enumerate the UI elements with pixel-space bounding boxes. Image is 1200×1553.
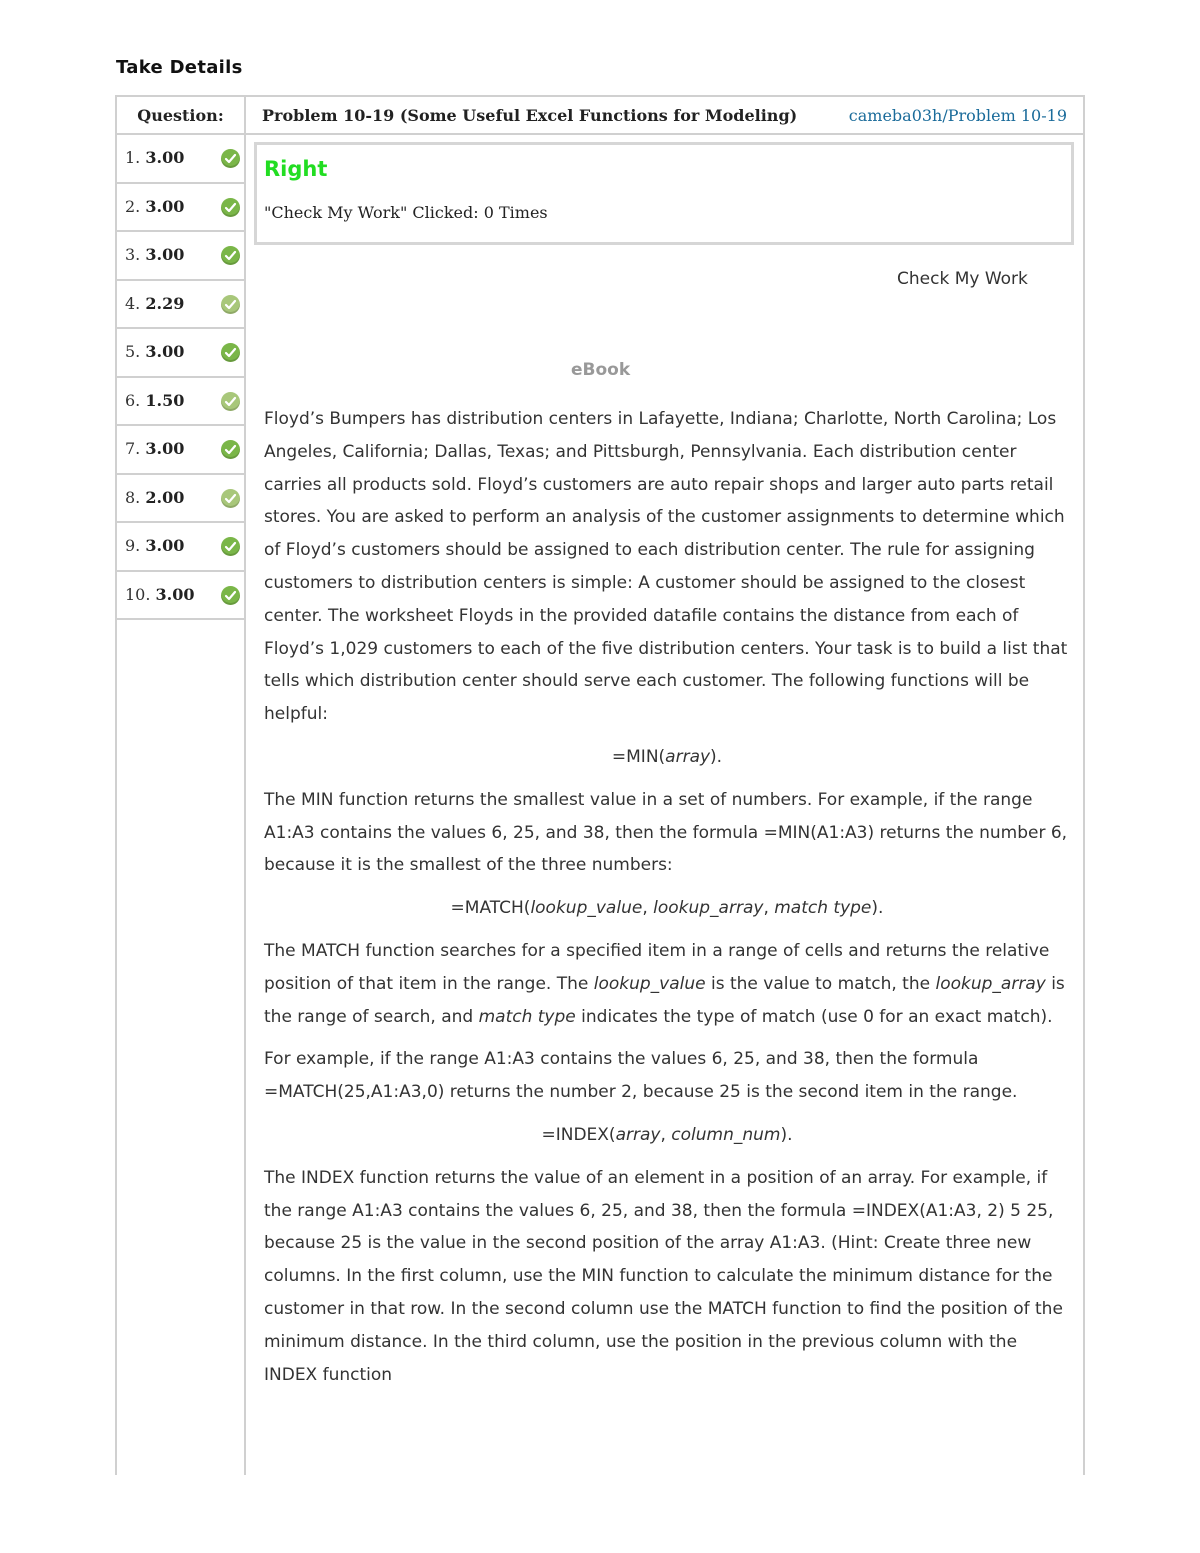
question-label: 5. 3.00: [125, 342, 185, 361]
paragraph: The MATCH function searches for a specified item in a range of cells and returns the relative position of that item in the range. The lookup_value is the value to match, the lookup_array is the range of search, and match type indicates the type of match (use 0 for an exact match).: [264, 940, 1065, 1027]
paragraph: Floyd’s Bumpers has distribution centers in Lafayette, Indiana; Charlotte, North Carolina; Los Angeles, California; Dallas, Texas; and Pittsburgh, Pennsylvania. Each distribution center carries all products sold. Floyd’s customers are auto repair shops and larger auto parts retail stores. You are asked to perform an analysis of the customer assignments to determine which of Floyd’s customers should be assigned to each distribution center. The rule for assigning customers to distribution centers is simple: A customer should be assigned to the closest center. The worksheet Floyds in the provided datafile contains the distance from each of Floyd’s 1,029 customers to each of the five distribution centers. Your task is to build a list that tells which distribution center should serve each customer. The following functions will be helpful:: [264, 409, 1068, 725]
check-icon: [221, 149, 240, 168]
question-label: 9. 3.00: [125, 536, 185, 555]
check-icon: [221, 586, 240, 605]
paragraph: The INDEX function returns the value of an element in a position of an array. For example, if the range A1:A3 contains the values 6, 25, and 38, then the formula =INDEX(A1:A3, 2) 5 25, because 25 is the value in the second position of the array A1:A3. (Hint: Create three new columns. In the first column, use the MIN function to calculate the minimum distance for the customer in that row. In the second column use the MATCH function to find the position of the minimum distance. In the third column, use the position in the previous column with the INDEX function: [264, 1167, 1063, 1385]
check-icon: [221, 246, 240, 265]
question-label: 1. 3.00: [125, 148, 185, 167]
page-title: Take Details: [116, 57, 243, 78]
formula-min: =MIN(array).: [611, 746, 723, 767]
question-label: 6. 1.50: [125, 390, 185, 410]
problem-title: Problem 10-19 (Some Useful Excel Functions for Modeling): [262, 106, 798, 125]
check-clicks-count: "Check My Work" Clicked: 0 Times: [264, 203, 548, 222]
question-item-6[interactable]: [117, 378, 244, 427]
problem-link[interactable]: cameba03h/Problem 10-19: [848, 106, 1067, 125]
question-item-2[interactable]: [117, 184, 244, 233]
check-icon: [221, 440, 240, 459]
formula-index: =INDEX(array, column_num).: [541, 1124, 793, 1145]
question-label: 8. 2.00: [125, 487, 185, 507]
question-label: 4. 2.29: [125, 293, 185, 313]
problem-panel: [246, 97, 1083, 1475]
question-item-8[interactable]: [117, 475, 244, 524]
paragraph: For example, if the range A1:A3 contains the values 6, 25, and 38, then the formula =MATCH(25,A1:A3,0) returns the number 2, because 25 is the second item in the range.: [264, 1049, 1018, 1103]
paragraph: The MIN function returns the smallest value in a set of numbers. For example, if the range A1:A3 contains the values 6, 25, and 38, then the formula =MIN(A1:A3) returns the number 6, because it is the smallest of the three numbers:: [264, 789, 1068, 876]
problem-text: [264, 403, 1070, 1401]
formula-match: =MATCH(lookup_value, lookup_array, match type).: [450, 898, 884, 919]
questions-header: Question:: [117, 97, 244, 135]
check-icon: [221, 489, 240, 508]
question-item-1[interactable]: [117, 135, 244, 184]
question-item-4[interactable]: [117, 281, 244, 330]
problem-header: [246, 97, 1083, 135]
question-item-10[interactable]: [117, 572, 244, 621]
question-item-7[interactable]: [117, 426, 244, 475]
result-status: Right: [264, 157, 328, 181]
check-icon: [221, 198, 240, 217]
check-icon: [221, 343, 240, 362]
check-icon: [221, 295, 240, 314]
question-label: 10. 3.00: [125, 584, 195, 604]
question-label: 7. 3.00: [125, 439, 185, 458]
result-box: [254, 142, 1074, 245]
question-label: 3. 3.00: [125, 245, 185, 264]
take-details-table: [115, 95, 1085, 1475]
question-item-5[interactable]: [117, 329, 244, 378]
question-item-9[interactable]: [117, 523, 244, 572]
check-icon: [221, 392, 240, 411]
question-label: 2. 3.00: [125, 196, 185, 216]
question-list: [117, 97, 246, 1475]
check-icon: [221, 537, 240, 556]
question-item-3[interactable]: [117, 232, 244, 281]
check-my-work-button[interactable]: Check My Work: [897, 269, 1028, 289]
ebook-link[interactable]: eBook: [571, 360, 631, 380]
